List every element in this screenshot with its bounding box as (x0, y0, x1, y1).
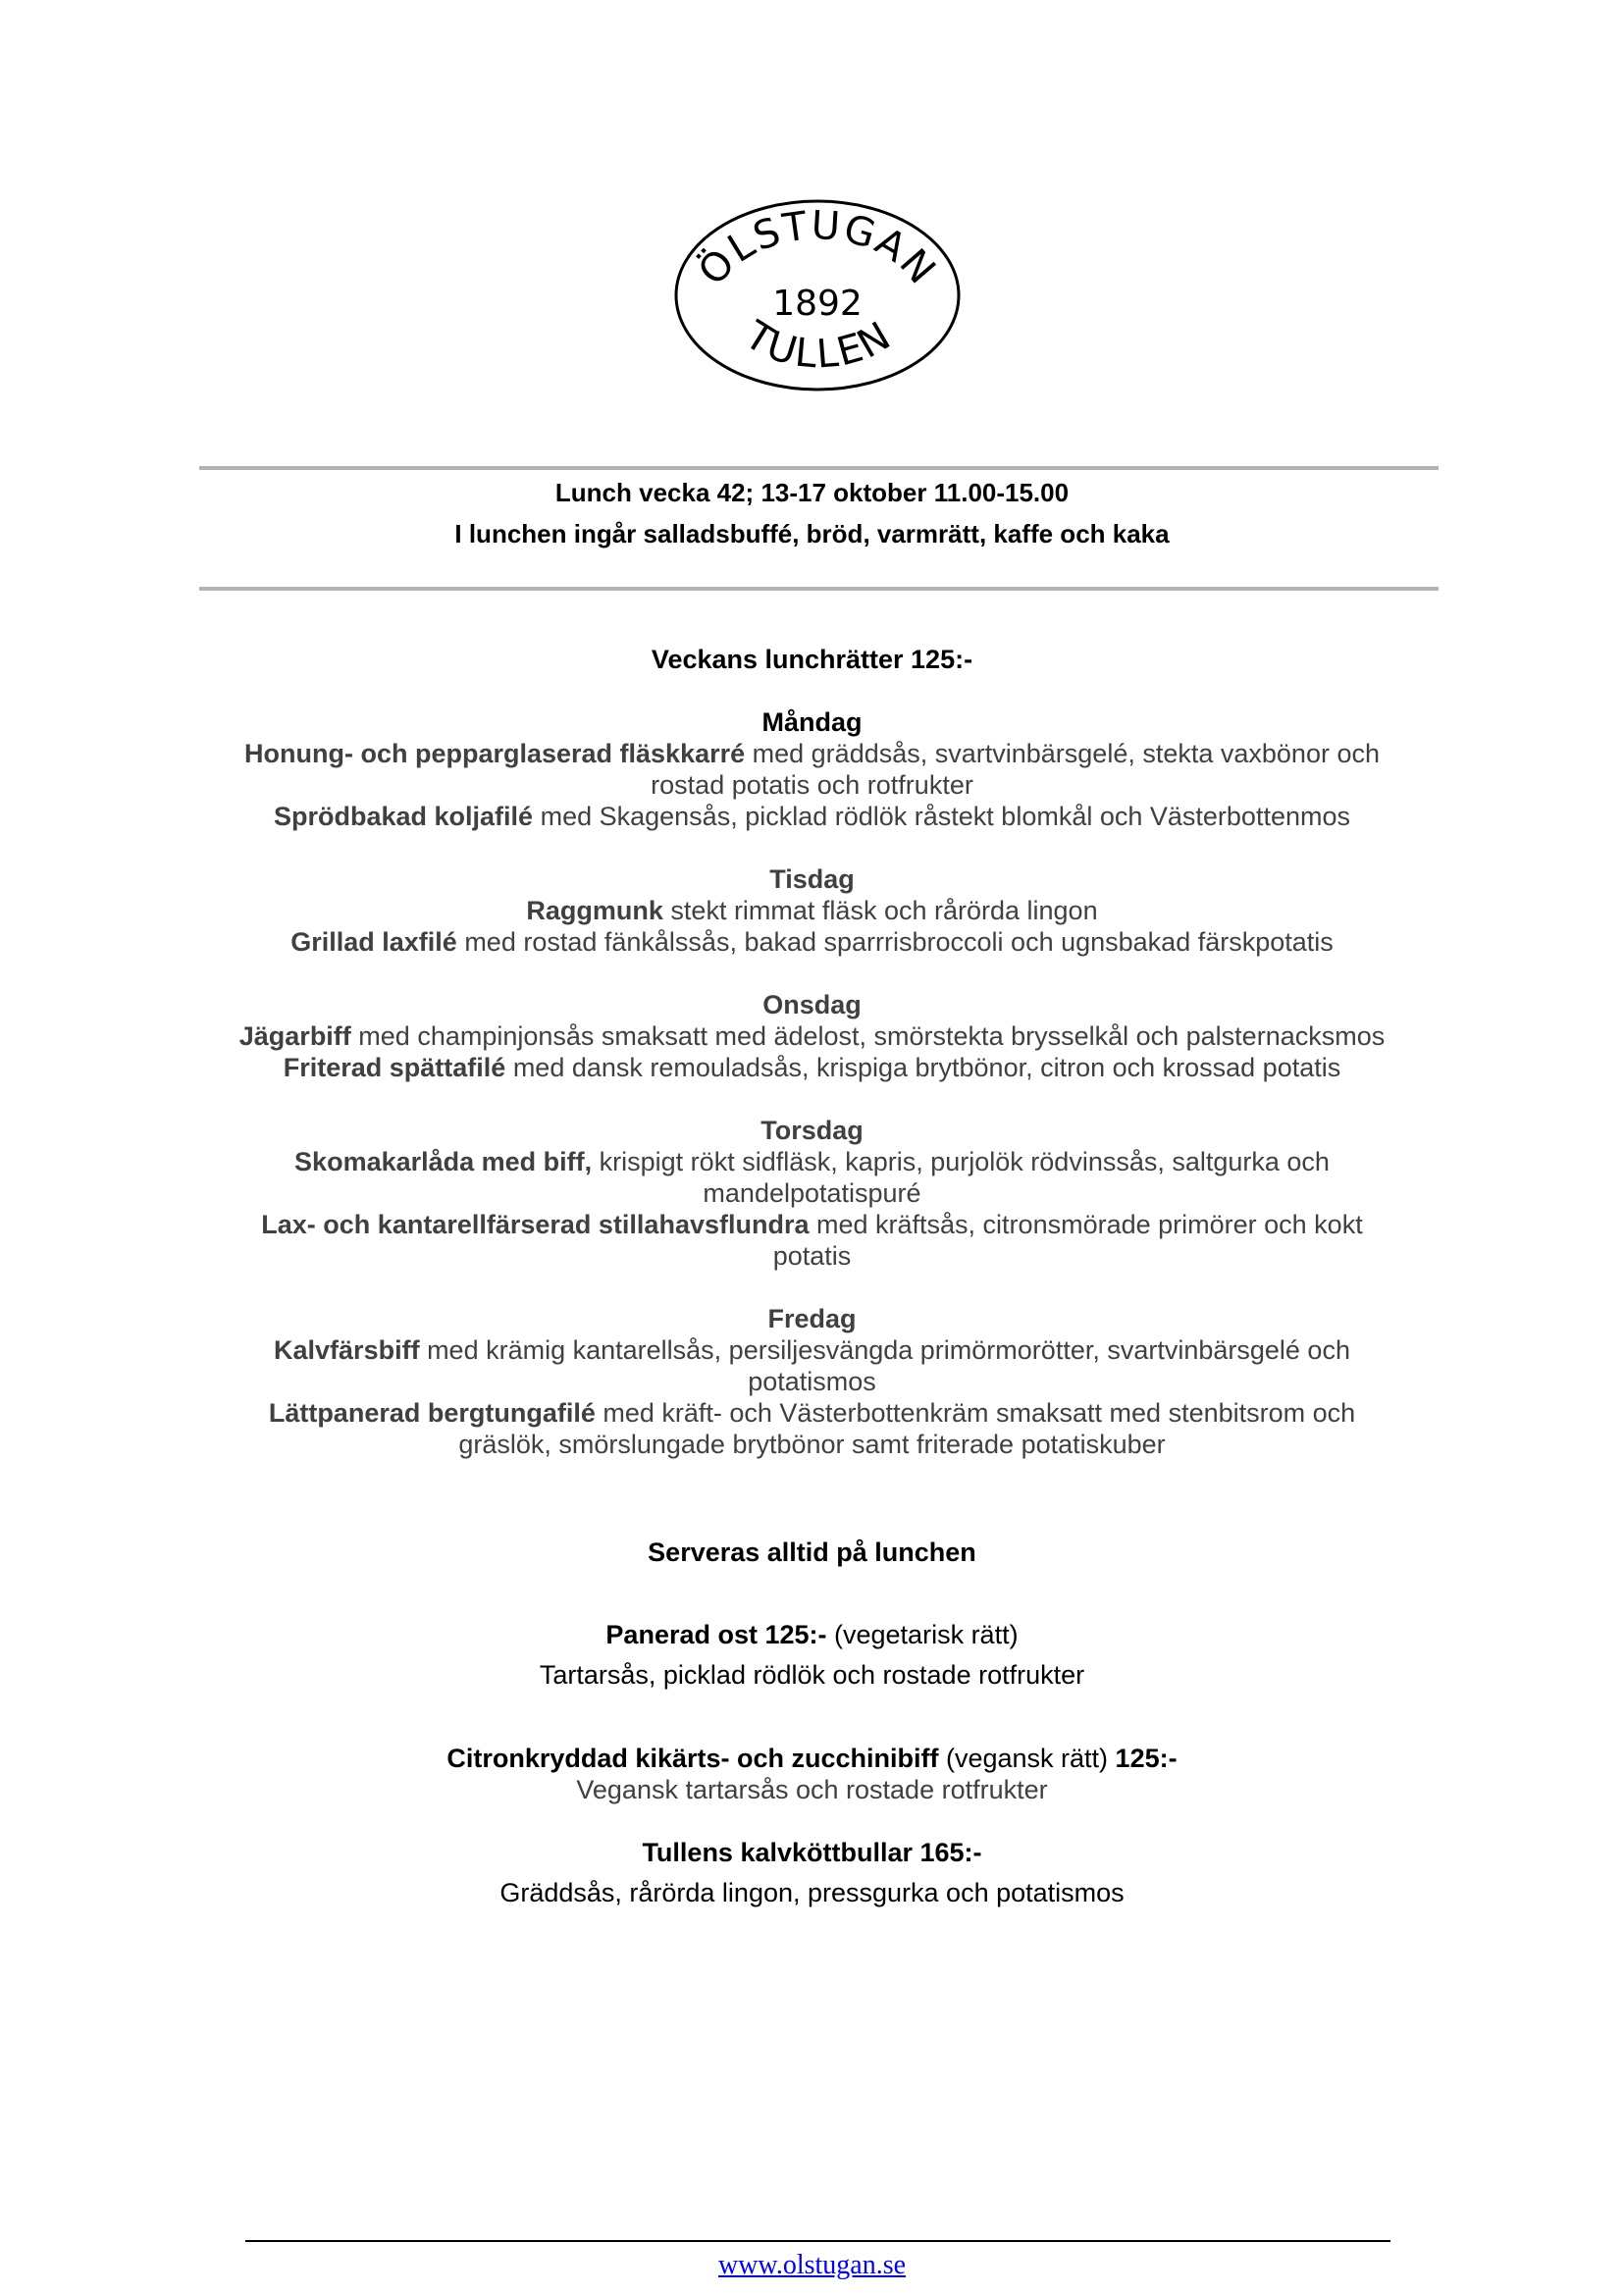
header-bottom-rule (199, 587, 1439, 591)
day-section-wednesday (236, 989, 1388, 1083)
logo-bottom-text: TULLEN (737, 312, 900, 378)
header-top-rule (199, 466, 1439, 470)
item-description: Gräddsås, rårörda lingon, pressgurka och potatismos (499, 1878, 1125, 1907)
dish-description: med gräddsås, svartvinbärsgelé, stekta vaxbönor och rostad potatis och rotfrukter (651, 739, 1380, 800)
dish-description: med kräft- och Västerbottenkräm smaksatt med stenbitsrom och gräslök, smörslungade brytbönor samt friterade potatiskuber (458, 1398, 1356, 1459)
always-item (236, 1837, 1388, 1908)
day-name: Fredag (767, 1304, 857, 1333)
header-line-1: Lunch vecka 42; 13-17 oktober 11.00-15.00 (554, 478, 1070, 507)
item-note: (vegetarisk rätt) (826, 1620, 1019, 1649)
day-name: Tisdag (769, 864, 855, 894)
day-name: Onsdag (762, 990, 862, 1019)
item-name: Citronkryddad kikärts- och zucchinibiff (446, 1744, 939, 1773)
dish-description: med dansk remouladsås, krispiga brytbönor, citron och krossad potatis (505, 1053, 1341, 1082)
day-section-thursday (236, 1115, 1388, 1272)
item-description: Vegansk tartarsås och rostade rotfrukter (576, 1775, 1048, 1804)
dish (236, 895, 1388, 926)
dish-name: Grillad laxfilé (290, 927, 457, 957)
item-description: Tartarsås, picklad rödlök och rostade rotfrukter (539, 1660, 1085, 1690)
dish (236, 1052, 1388, 1083)
dish-description: stekt rimmat fläsk och rårörda lingon (662, 896, 1098, 925)
item-price: 125:- (1115, 1744, 1178, 1773)
always-item (236, 1743, 1388, 1805)
logo-year: 1892 (772, 284, 863, 324)
day-name: Torsdag (760, 1116, 864, 1145)
item-name: Tullens kalvköttbullar 165:- (642, 1838, 982, 1867)
dish (236, 738, 1388, 801)
always-item (236, 1619, 1388, 1691)
logo-top-text: ÖLSTUGAN (689, 202, 946, 294)
dish-description: med champinjonsås smaksatt med ädelost, smörstekta brysselkål och palsternacksmos (350, 1021, 1386, 1051)
weekly-menu (236, 706, 1388, 1460)
dish (236, 1020, 1388, 1052)
dish-name: Skomakarlåda med biff, (294, 1147, 593, 1176)
day-section-tuesday (236, 863, 1388, 958)
day-section-monday (236, 706, 1388, 832)
dish-description: med Skagensås, picklad rödlök råstekt blomkål och Västerbottenmos (533, 802, 1350, 831)
dish-name: Kalvfärsbiff (274, 1335, 420, 1365)
website-link[interactable]: www.olstugan.se (717, 2250, 907, 2280)
dish-description: krispigt rökt sidfläsk, kapris, purjolök rödvinssås, saltgurka och mandelpotatispuré (592, 1147, 1330, 1208)
dish (236, 1209, 1388, 1272)
day-name: Måndag (761, 707, 863, 737)
dish-name: Jägarbiff (238, 1021, 351, 1051)
dish-description: med kräftsås, citronsmörade primörer och kokt potatis (772, 1210, 1363, 1271)
header-line-2: I lunchen ingår salladsbuffé, bröd, varmrätt, kaffe och kaka (454, 519, 1170, 548)
weekly-title: Veckans lunchrätter 125:- (651, 645, 973, 674)
dish-description: med rostad fänkålssås, bakad sparrrisbroccoli och ugnsbakad färskpotatis (456, 927, 1334, 957)
dish (236, 1397, 1388, 1460)
always-served-title: Serveras alltid på lunchen (648, 1538, 976, 1567)
dish (236, 1146, 1388, 1209)
dish (236, 1334, 1388, 1397)
dish-name: Sprödbakad koljafilé (274, 802, 534, 831)
day-section-friday (236, 1303, 1388, 1460)
dish-name: Honung- och pepparglaserad fläskkarré (244, 739, 746, 768)
dish-name: Lättpanerad bergtungafilé (268, 1398, 596, 1428)
item-name: Panerad ost 125:- (605, 1620, 827, 1649)
item-note: (vegansk rätt) (938, 1744, 1116, 1773)
svg-text:ÖLSTUGAN (688, 203, 945, 294)
dish-name: Raggmunk (526, 896, 663, 925)
footer-rule (245, 2240, 1390, 2242)
dish-name: Lax- och kantarellfärserad stillahavsflundra (261, 1210, 810, 1239)
dish (236, 801, 1388, 832)
dish (236, 926, 1388, 958)
dish-name: Friterad spättafilé (283, 1053, 506, 1082)
dish-description: med krämig kantarellsås, persiljesvängda primörmorötter, svartvinbärsgelé och potatismos (419, 1335, 1350, 1396)
olstugan-logo (670, 192, 965, 398)
